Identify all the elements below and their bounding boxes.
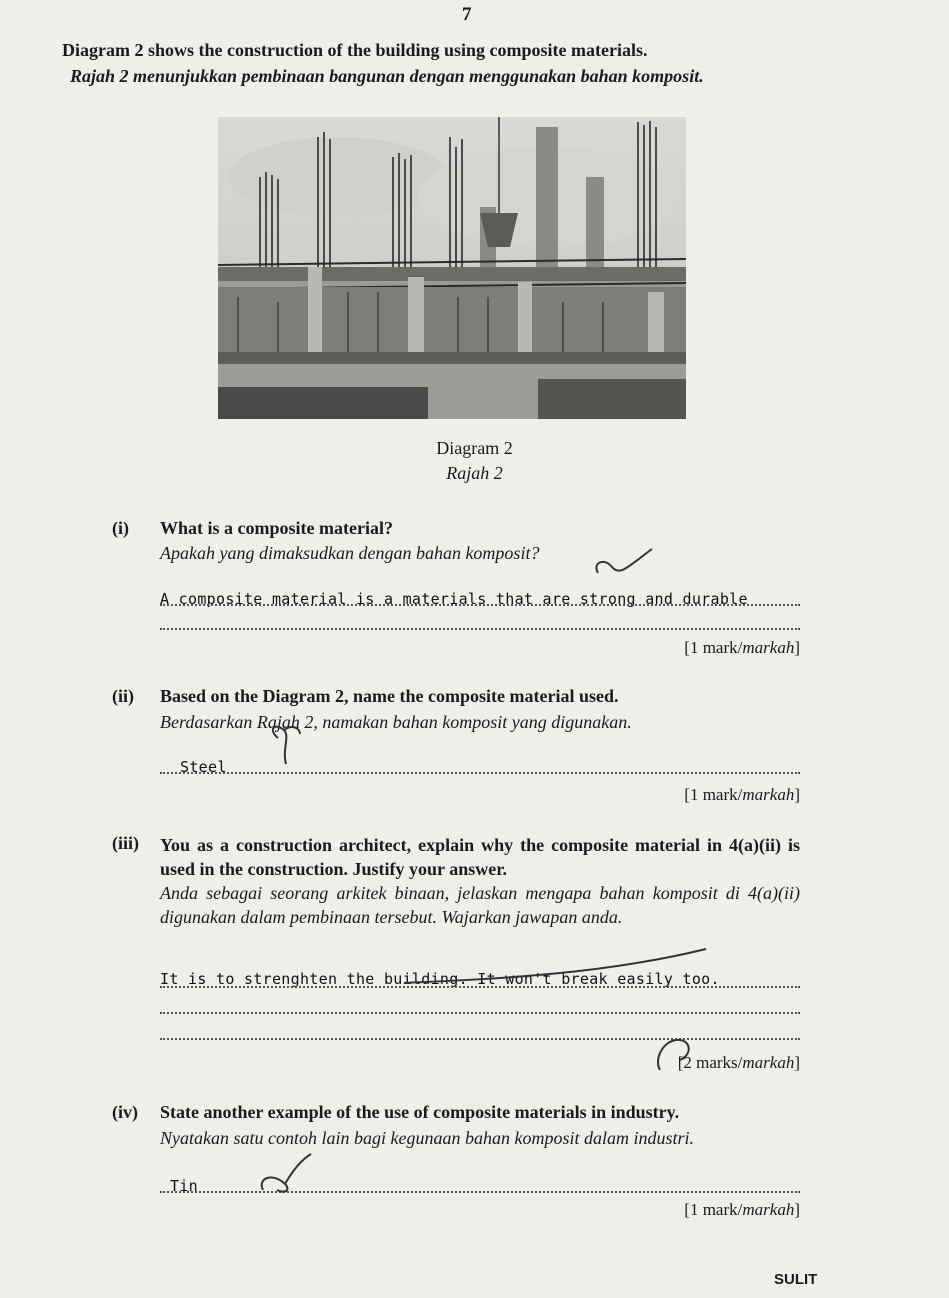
question-3-malay: Anda sebagai seorang arkitek binaan, jelaskan mengapa bahan komposit di 4(a)(ii) digunakan dalam pembinaan tersebut. Wajarkan jawapan anda. [160, 883, 800, 927]
marks-2: [1 mark/markah] [684, 785, 800, 804]
diagram-caption-malay: Rajah 2 [446, 463, 503, 483]
tick-mark-icon [650, 1030, 700, 1080]
question-2-number: (ii) [112, 686, 134, 706]
tick-mark-icon [260, 720, 305, 770]
footer-classification: SULIT [774, 1271, 818, 1288]
marks-1: [1 mark/markah] [684, 638, 800, 657]
question-4-english: State another example of the use of composite materials in industry. [160, 1102, 680, 1122]
answer-line [160, 1012, 800, 1014]
intro-malay: Rajah 2 menunjukkan pembinaan bangunan dengan menggunakan bahan komposit. [70, 66, 704, 86]
diagram-caption-english: Diagram 2 [436, 438, 513, 458]
question-1-number: (i) [112, 518, 129, 538]
marks-4: [1 mark/markah] [684, 1200, 800, 1219]
answer-line [160, 1038, 800, 1040]
question-1-malay: Apakah yang dimaksudkan dengan bahan komposit? [160, 543, 540, 563]
question-1-english: What is a composite material? [160, 518, 393, 538]
answer-2: Steel [180, 758, 227, 776]
answer-line [160, 628, 800, 630]
intro-english: Diagram 2 shows the construction of the building using composite materials. [62, 40, 648, 60]
marks-3: [2 marks/markah] [677, 1053, 800, 1072]
answer-line [160, 772, 800, 774]
answer-3: It is to strenghten the building. It won't break easily too. [160, 970, 720, 988]
tick-mark-icon [590, 545, 660, 590]
question-3-number: (iii) [112, 833, 139, 853]
tick-mark-icon [400, 945, 710, 990]
question-2-english: Based on the Diagram 2, name the composite material used. [160, 686, 619, 706]
question-4-malay: Nyatakan satu contoh lain bagi kegunaan bahan komposit dalam industri. [160, 1128, 694, 1148]
answer-line [160, 604, 800, 606]
tick-mark-icon [255, 1150, 315, 1200]
answer-1: A composite material is a materials that are strong and durable [160, 590, 748, 608]
page-number: 7 [462, 4, 472, 25]
question-4-number: (iv) [112, 1102, 138, 1122]
construction-photo [218, 117, 686, 419]
question-3-english: You as a construction architect, explain why the composite material in 4(a)(ii) is used in the construction. Justify your answer. [160, 835, 800, 879]
answer-4: Tin [170, 1177, 198, 1195]
question-2-malay: Berdasarkan Rajah 2, namakan bahan komposit yang digunakan. [160, 712, 632, 732]
